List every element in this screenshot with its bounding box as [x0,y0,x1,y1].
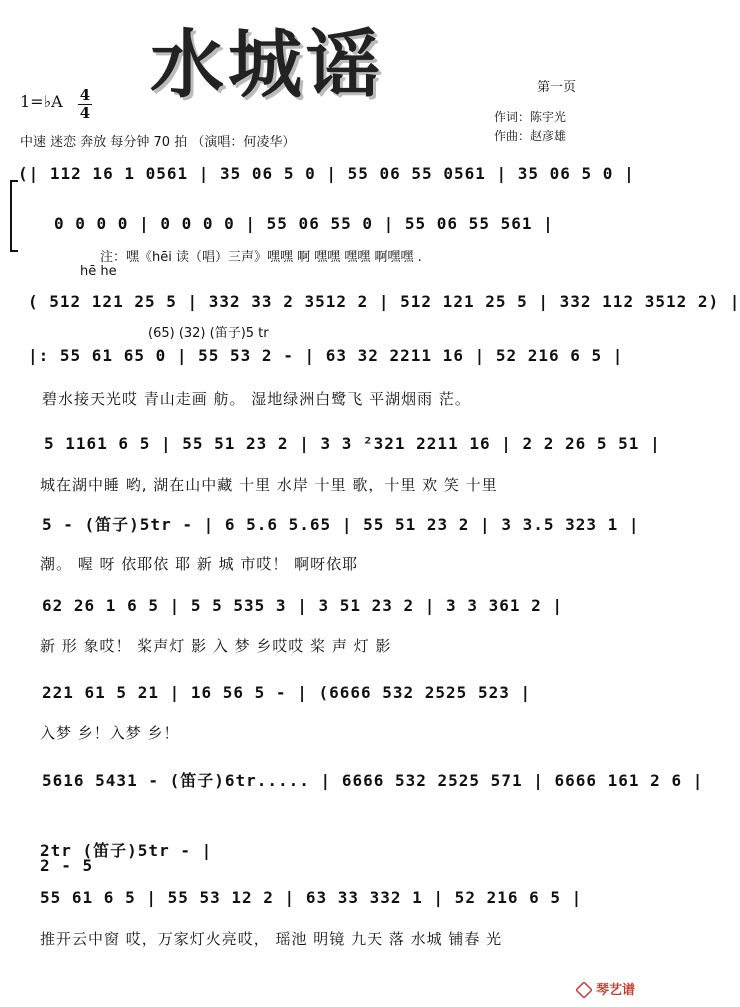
notation-row-2: 0 0 0 0 | 0 0 0 0 | 55 06 55 0 | 55 06 55 561 | [54,214,554,233]
site-logo [575,979,635,1000]
notation-row-4: |: 55 61 65 0 | 55 53 2 - | 63 32 2211 16 | 52 216 6 5 | [28,346,624,365]
notation-row-10-lower: 2 - 5 [40,856,94,875]
page-label: 第一页 [537,80,577,95]
lyric-row-11: 推开云中窗 哎，万家灯火亮哎， 瑶池 明镜 九天 落 水城 铺春 光 [40,930,503,948]
notation-row-8: 221 61 5 21 | 16 56 5 - | (6666 532 2525 523 | [42,683,532,702]
logo-text: 琴艺谱 [595,982,635,998]
lyric-row-4: 碧水接天光哎 青山走画 舫。 湿地绿洲白鹭飞 平湖烟雨 茫。 [42,390,471,408]
time-top: 4 [79,86,91,104]
key-signature [20,92,63,111]
lyric-row-7: 新 形 象哎！ 桨声灯 影 入 梦 乡哎哎 桨 声 灯 影 [40,637,392,655]
notation-row-1: (| 112 16 1 0561 | 35 06 5 0 | 55 06 55 0561 | 35 06 5 0 | [18,164,635,183]
logo-icon [575,981,593,999]
key-prefix: 1= [20,92,44,111]
key-name: ♭A [43,92,63,111]
notation-row-10: 2tr (笛子)5tr - | [40,841,213,860]
song-title: 水城谣 [150,22,384,108]
notation-row-11: 55 61 6 5 | 55 53 12 2 | 63 33 332 1 | 52 216 6 5 | [40,888,583,907]
notation-row-3: ( 512 121 25 5 | 332 33 2 3512 2 | 512 121 25 5 | 332 112 3512 2) | [28,292,740,311]
notation-row-9: 5616 5431 - (笛子)6tr..... | 6666 532 2525 571 | 6666 161 2 6 | [42,771,704,790]
composer-credit: 作曲：赵彦雄 [494,129,567,143]
time-signature [78,88,92,121]
lyric-row-6: 潮。 喔 呀 依耶依 耶 新 城 市哎！ 啊呀依耶 [40,555,359,573]
lyric-row-8: 入梦 乡！入梦 乡！ [40,724,180,742]
system-brace [10,180,18,252]
annotation-note: 注：嘿《hēi 读（唱）三声》嘿嘿 啊 嘿嘿 嘿嘿 啊嘿嘿 . [100,250,422,265]
lyric-row-5: 城在湖中睡 哟, 湖在山中藏 十里 水岸 十里 歌，十里 欢 笑 十里 [40,476,498,494]
notation-row-5: 5 1161 6 5 | 55 51 23 2 | 3 3 ²321 2211 16 | 2 2 26 5 51 | [44,434,661,453]
lyricist-credit: 作词：陈宇光 [494,110,567,124]
notation-row-3-annotations: (65) (32) (笛子)5 tr [148,326,269,341]
pronunciation-note: hē he [80,264,117,279]
notation-row-7: 62 26 1 6 5 | 5 5 535 3 | 3 51 23 2 | 3 3 361 2 | [42,596,564,615]
tempo-line: 中速 迷恋 奔放 每分钟 70 拍 （演唱：何凌华） [20,135,296,150]
notation-row-6: 5 - (笛子)5tr - | 6 5.6 5.65 | 55 51 23 2 | 3 3.5 323 1 | [42,515,640,534]
time-bottom: 4 [79,104,91,122]
